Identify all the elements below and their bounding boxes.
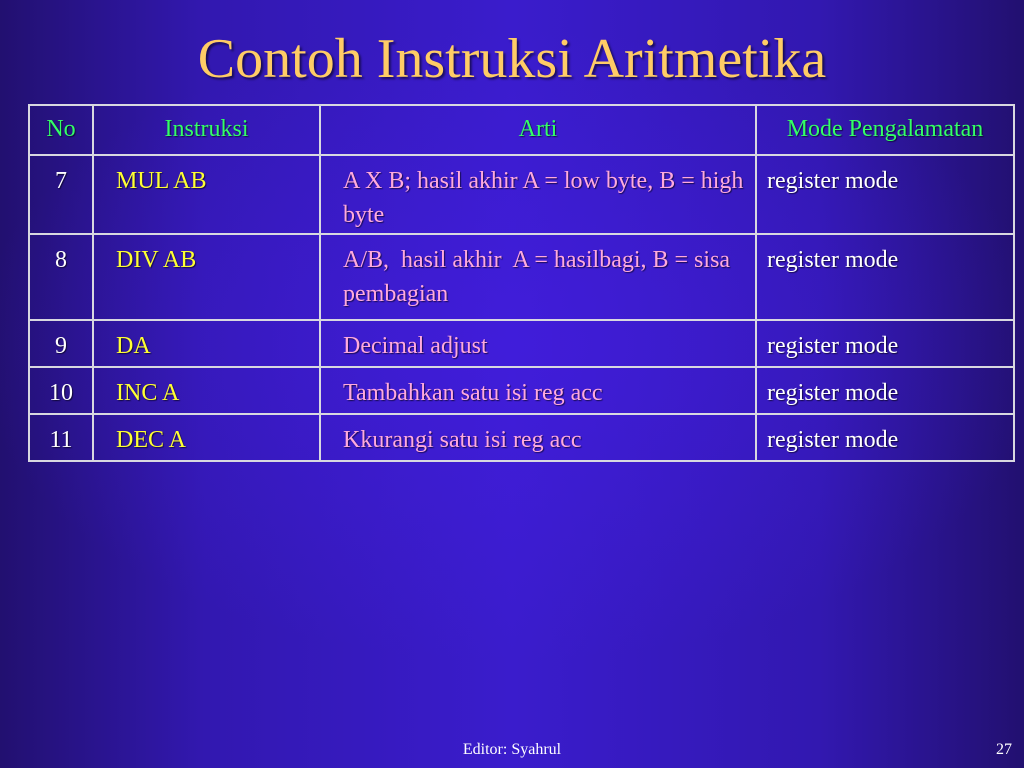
row-instruction: MUL AB bbox=[93, 155, 320, 234]
row-instruction: INC A bbox=[93, 367, 320, 414]
row-meaning: Kkurangi satu isi reg acc bbox=[320, 414, 756, 461]
row-no: 9 bbox=[29, 320, 93, 367]
row-meaning: Decimal adjust bbox=[320, 320, 756, 367]
table-row bbox=[29, 234, 1014, 320]
row-mode: register mode bbox=[756, 320, 1014, 367]
header-arti: Arti bbox=[320, 105, 756, 155]
row-no: 11 bbox=[29, 414, 93, 461]
footer-editor-credit: Editor: Syahrul bbox=[462, 741, 562, 758]
header-no: No bbox=[29, 105, 93, 155]
row-meaning: Tambahkan satu isi reg acc bbox=[320, 367, 756, 414]
header-mode: Mode Pengalamatan bbox=[756, 105, 1014, 155]
row-no: 10 bbox=[29, 367, 93, 414]
row-meaning: A X B; hasil akhir A = low byte, B = high byte bbox=[320, 155, 756, 234]
row-no: 7 bbox=[29, 155, 93, 234]
slide-page-number: 27 bbox=[996, 741, 1012, 758]
table-row bbox=[29, 320, 1014, 367]
table-row bbox=[29, 367, 1014, 414]
row-no: 8 bbox=[29, 234, 93, 320]
row-meaning: A/B, hasil akhir A = hasilbagi, B = sisa pembagian bbox=[320, 234, 756, 320]
table-row bbox=[29, 155, 1014, 234]
row-mode: register mode bbox=[756, 414, 1014, 461]
table-header-row bbox=[29, 105, 1014, 155]
row-mode: register mode bbox=[756, 234, 1014, 320]
row-instruction: DEC A bbox=[93, 414, 320, 461]
row-mode: register mode bbox=[756, 155, 1014, 234]
instruction-table bbox=[28, 104, 1015, 462]
row-instruction: DA bbox=[93, 320, 320, 367]
instruction-table-container bbox=[28, 104, 1015, 462]
slide-title: Contoh Instruksi Aritmetika bbox=[197, 28, 827, 90]
row-mode: register mode bbox=[756, 367, 1014, 414]
row-instruction: DIV AB bbox=[93, 234, 320, 320]
table-row bbox=[29, 414, 1014, 461]
header-instruksi: Instruksi bbox=[93, 105, 320, 155]
